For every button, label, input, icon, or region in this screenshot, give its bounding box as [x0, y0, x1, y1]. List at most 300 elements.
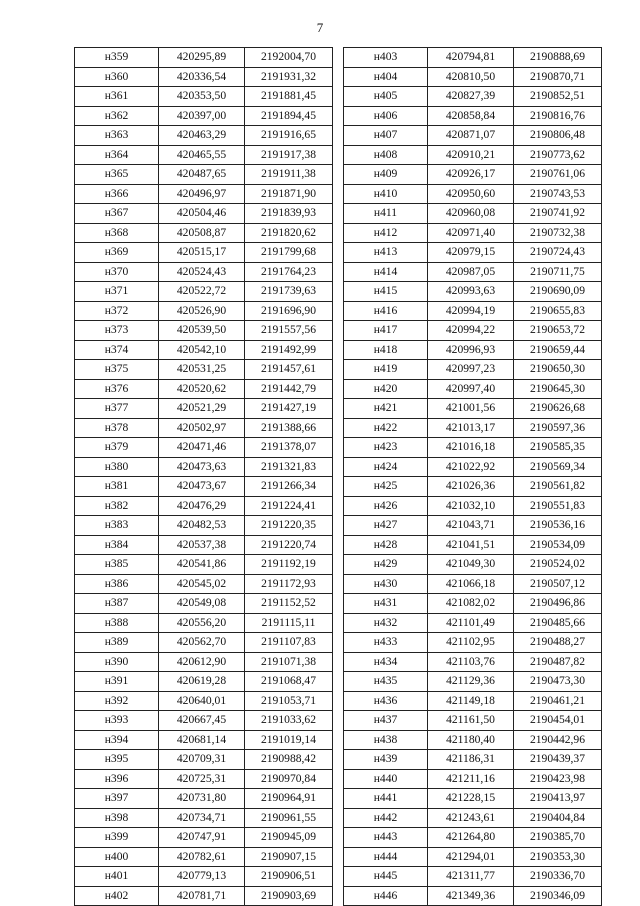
x-coordinate-cell: 420471,46	[159, 438, 245, 458]
x-coordinate-cell: 420397,00	[159, 106, 245, 126]
point-id-cell: н423	[344, 438, 428, 458]
x-coordinate-cell: 420709,31	[159, 750, 245, 770]
x-coordinate-cell: 420531,25	[159, 360, 245, 380]
coordinates-table-left	[74, 47, 333, 906]
point-id-cell: н401	[75, 867, 159, 887]
y-coordinate-cell: 2190488,27	[514, 633, 602, 653]
x-coordinate-cell: 421349,36	[428, 886, 514, 906]
table-row	[75, 613, 333, 633]
table-row	[344, 204, 602, 224]
table-row	[75, 106, 333, 126]
y-coordinate-cell: 2190413,97	[514, 789, 602, 809]
x-coordinate-cell: 421043,71	[428, 516, 514, 536]
table-row	[344, 867, 602, 887]
y-coordinate-cell: 2190551,83	[514, 496, 602, 516]
point-id-cell: н433	[344, 633, 428, 653]
point-id-cell: н444	[344, 847, 428, 867]
table-row	[344, 243, 602, 263]
point-id-cell: н371	[75, 282, 159, 302]
table-row	[75, 165, 333, 185]
point-id-cell: н442	[344, 808, 428, 828]
table-row	[75, 126, 333, 146]
table-row	[75, 652, 333, 672]
y-coordinate-cell: 2191220,35	[245, 516, 333, 536]
y-coordinate-cell: 2190487,82	[514, 652, 602, 672]
y-coordinate-cell: 2191739,63	[245, 282, 333, 302]
table-row	[75, 769, 333, 789]
table-row	[75, 808, 333, 828]
table-row	[344, 477, 602, 497]
y-coordinate-cell: 2191931,32	[245, 67, 333, 87]
table-row	[344, 457, 602, 477]
x-coordinate-cell: 420950,60	[428, 184, 514, 204]
x-coordinate-cell: 420522,72	[159, 282, 245, 302]
point-id-cell: н392	[75, 691, 159, 711]
point-id-cell: н414	[344, 262, 428, 282]
point-id-cell: н434	[344, 652, 428, 672]
point-id-cell: н386	[75, 574, 159, 594]
x-coordinate-cell: 420827,39	[428, 87, 514, 107]
table-row	[344, 496, 602, 516]
y-coordinate-cell: 2190988,42	[245, 750, 333, 770]
x-coordinate-cell: 421013,17	[428, 418, 514, 438]
y-coordinate-cell: 2191492,99	[245, 340, 333, 360]
y-coordinate-cell: 2190659,44	[514, 340, 602, 360]
x-coordinate-cell: 421180,40	[428, 730, 514, 750]
y-coordinate-cell: 2190816,76	[514, 106, 602, 126]
x-coordinate-cell: 420353,50	[159, 87, 245, 107]
table-row	[344, 87, 602, 107]
point-id-cell: н435	[344, 672, 428, 692]
table-row	[344, 672, 602, 692]
y-coordinate-cell: 2191172,93	[245, 574, 333, 594]
x-coordinate-cell: 420524,43	[159, 262, 245, 282]
x-coordinate-cell: 420926,17	[428, 165, 514, 185]
y-coordinate-cell: 2191053,71	[245, 691, 333, 711]
x-coordinate-cell: 420542,10	[159, 340, 245, 360]
table-row	[75, 535, 333, 555]
x-coordinate-cell: 421103,76	[428, 652, 514, 672]
table-row	[344, 828, 602, 848]
y-coordinate-cell: 2190773,62	[514, 145, 602, 165]
y-coordinate-cell: 2192004,70	[245, 48, 333, 68]
point-id-cell: н426	[344, 496, 428, 516]
x-coordinate-cell: 420782,61	[159, 847, 245, 867]
point-id-cell: н405	[344, 87, 428, 107]
table-row	[344, 438, 602, 458]
y-coordinate-cell: 2191917,38	[245, 145, 333, 165]
table-row	[344, 750, 602, 770]
table-row	[75, 204, 333, 224]
table-row	[75, 282, 333, 302]
point-id-cell: н379	[75, 438, 159, 458]
y-coordinate-cell: 2190507,12	[514, 574, 602, 594]
x-coordinate-cell: 420562,70	[159, 633, 245, 653]
x-coordinate-cell: 420725,31	[159, 769, 245, 789]
point-id-cell: н409	[344, 165, 428, 185]
point-id-cell: н436	[344, 691, 428, 711]
x-coordinate-cell: 420508,87	[159, 223, 245, 243]
table-row	[344, 886, 602, 906]
y-coordinate-cell: 2191871,90	[245, 184, 333, 204]
point-id-cell: н420	[344, 379, 428, 399]
y-coordinate-cell: 2191220,74	[245, 535, 333, 555]
table-row	[75, 87, 333, 107]
point-id-cell: н390	[75, 652, 159, 672]
table-row	[344, 633, 602, 653]
y-coordinate-cell: 2191107,83	[245, 633, 333, 653]
y-coordinate-cell: 2190496,86	[514, 594, 602, 614]
point-id-cell: н416	[344, 301, 428, 321]
y-coordinate-cell: 2191019,14	[245, 730, 333, 750]
x-coordinate-cell: 420794,81	[428, 48, 514, 68]
x-coordinate-cell: 420997,40	[428, 379, 514, 399]
point-id-cell: н415	[344, 282, 428, 302]
y-coordinate-cell: 2190653,72	[514, 321, 602, 341]
point-id-cell: н369	[75, 243, 159, 263]
point-id-cell: н360	[75, 67, 159, 87]
x-coordinate-cell: 420871,07	[428, 126, 514, 146]
x-coordinate-cell: 420520,62	[159, 379, 245, 399]
table-row	[75, 633, 333, 653]
table-row	[75, 184, 333, 204]
y-coordinate-cell: 2191881,45	[245, 87, 333, 107]
x-coordinate-cell: 421016,18	[428, 438, 514, 458]
point-id-cell: н380	[75, 457, 159, 477]
x-coordinate-cell: 420996,93	[428, 340, 514, 360]
y-coordinate-cell: 2190761,06	[514, 165, 602, 185]
point-id-cell: н364	[75, 145, 159, 165]
point-id-cell: н372	[75, 301, 159, 321]
x-coordinate-cell: 420476,29	[159, 496, 245, 516]
y-coordinate-cell: 2190961,55	[245, 808, 333, 828]
point-id-cell: н363	[75, 126, 159, 146]
y-coordinate-cell: 2191916,65	[245, 126, 333, 146]
y-coordinate-cell: 2190888,69	[514, 48, 602, 68]
point-id-cell: н411	[344, 204, 428, 224]
point-id-cell: н430	[344, 574, 428, 594]
x-coordinate-cell: 420336,54	[159, 67, 245, 87]
table-row	[344, 301, 602, 321]
table-row	[75, 886, 333, 906]
y-coordinate-cell: 2190906,51	[245, 867, 333, 887]
point-id-cell: н385	[75, 555, 159, 575]
point-id-cell: н367	[75, 204, 159, 224]
y-coordinate-cell: 2190711,75	[514, 262, 602, 282]
x-coordinate-cell: 421001,56	[428, 399, 514, 419]
table-row	[344, 106, 602, 126]
table-row	[75, 672, 333, 692]
y-coordinate-cell: 2191266,34	[245, 477, 333, 497]
table-row	[344, 789, 602, 809]
table-row	[344, 574, 602, 594]
y-coordinate-cell: 2190485,66	[514, 613, 602, 633]
y-coordinate-cell: 2190743,53	[514, 184, 602, 204]
x-coordinate-cell: 420994,19	[428, 301, 514, 321]
point-id-cell: н443	[344, 828, 428, 848]
point-id-cell: н438	[344, 730, 428, 750]
x-coordinate-cell: 420473,63	[159, 457, 245, 477]
point-id-cell: н359	[75, 48, 159, 68]
x-coordinate-cell: 420545,02	[159, 574, 245, 594]
point-id-cell: н376	[75, 379, 159, 399]
y-coordinate-cell: 2190650,30	[514, 360, 602, 380]
point-id-cell: н404	[344, 67, 428, 87]
point-id-cell: н373	[75, 321, 159, 341]
x-coordinate-cell: 421101,49	[428, 613, 514, 633]
point-id-cell: н408	[344, 145, 428, 165]
point-id-cell: н413	[344, 243, 428, 263]
table-row	[75, 457, 333, 477]
y-coordinate-cell: 2191068,47	[245, 672, 333, 692]
x-coordinate-cell: 421129,36	[428, 672, 514, 692]
y-coordinate-cell: 2190597,36	[514, 418, 602, 438]
point-id-cell: н382	[75, 496, 159, 516]
y-coordinate-cell: 2190645,30	[514, 379, 602, 399]
point-id-cell: н395	[75, 750, 159, 770]
x-coordinate-cell: 421102,95	[428, 633, 514, 653]
y-coordinate-cell: 2190473,30	[514, 672, 602, 692]
table-row	[344, 399, 602, 419]
x-coordinate-cell: 420526,90	[159, 301, 245, 321]
y-coordinate-cell: 2190442,96	[514, 730, 602, 750]
table-row	[75, 360, 333, 380]
coordinates-table-right-body	[344, 48, 602, 906]
table-row	[75, 496, 333, 516]
table-row	[344, 262, 602, 282]
point-id-cell: н445	[344, 867, 428, 887]
coordinates-table-left-body	[75, 48, 333, 906]
table-row	[75, 399, 333, 419]
table-row	[75, 418, 333, 438]
y-coordinate-cell: 2190907,15	[245, 847, 333, 867]
table-row	[344, 282, 602, 302]
point-id-cell: н365	[75, 165, 159, 185]
point-id-cell: н378	[75, 418, 159, 438]
y-coordinate-cell: 2191115,11	[245, 613, 333, 633]
y-coordinate-cell: 2191839,93	[245, 204, 333, 224]
table-row	[75, 789, 333, 809]
y-coordinate-cell: 2190336,70	[514, 867, 602, 887]
x-coordinate-cell: 420496,97	[159, 184, 245, 204]
point-id-cell: н398	[75, 808, 159, 828]
x-coordinate-cell: 420987,05	[428, 262, 514, 282]
table-row	[344, 711, 602, 731]
table-row	[75, 555, 333, 575]
table-row	[75, 477, 333, 497]
point-id-cell: н424	[344, 457, 428, 477]
table-row	[75, 750, 333, 770]
y-coordinate-cell: 2190852,51	[514, 87, 602, 107]
table-row	[344, 769, 602, 789]
y-coordinate-cell: 2190404,84	[514, 808, 602, 828]
x-coordinate-cell: 420910,21	[428, 145, 514, 165]
x-coordinate-cell: 420993,63	[428, 282, 514, 302]
y-coordinate-cell: 2191457,61	[245, 360, 333, 380]
y-coordinate-cell: 2191321,83	[245, 457, 333, 477]
x-coordinate-cell: 420549,08	[159, 594, 245, 614]
x-coordinate-cell: 420810,50	[428, 67, 514, 87]
y-coordinate-cell: 2190970,84	[245, 769, 333, 789]
y-coordinate-cell: 2190903,69	[245, 886, 333, 906]
x-coordinate-cell: 421228,15	[428, 789, 514, 809]
table-row	[75, 730, 333, 750]
y-coordinate-cell: 2191152,52	[245, 594, 333, 614]
table-row	[75, 711, 333, 731]
y-coordinate-cell: 2191071,38	[245, 652, 333, 672]
table-row	[344, 165, 602, 185]
table-row	[344, 223, 602, 243]
table-row	[344, 516, 602, 536]
y-coordinate-cell: 2190439,37	[514, 750, 602, 770]
y-coordinate-cell: 2191388,66	[245, 418, 333, 438]
x-coordinate-cell: 420858,84	[428, 106, 514, 126]
y-coordinate-cell: 2190385,70	[514, 828, 602, 848]
point-id-cell: н383	[75, 516, 159, 536]
x-coordinate-cell: 420537,38	[159, 535, 245, 555]
x-coordinate-cell: 420521,29	[159, 399, 245, 419]
point-id-cell: н410	[344, 184, 428, 204]
y-coordinate-cell: 2190806,48	[514, 126, 602, 146]
x-coordinate-cell: 420681,14	[159, 730, 245, 750]
y-coordinate-cell: 2190353,30	[514, 847, 602, 867]
x-coordinate-cell: 421243,61	[428, 808, 514, 828]
y-coordinate-cell: 2190945,09	[245, 828, 333, 848]
x-coordinate-cell: 420979,15	[428, 243, 514, 263]
x-coordinate-cell: 420612,90	[159, 652, 245, 672]
point-id-cell: н446	[344, 886, 428, 906]
x-coordinate-cell: 420556,20	[159, 613, 245, 633]
x-coordinate-cell: 421311,77	[428, 867, 514, 887]
y-coordinate-cell: 2190346,09	[514, 886, 602, 906]
x-coordinate-cell: 421186,31	[428, 750, 514, 770]
point-id-cell: н407	[344, 126, 428, 146]
table-row	[75, 594, 333, 614]
point-id-cell: н439	[344, 750, 428, 770]
y-coordinate-cell: 2190534,09	[514, 535, 602, 555]
y-coordinate-cell: 2191224,41	[245, 496, 333, 516]
point-id-cell: н427	[344, 516, 428, 536]
table-row	[75, 516, 333, 536]
table-row	[75, 321, 333, 341]
table-row	[344, 730, 602, 750]
y-coordinate-cell: 2190626,68	[514, 399, 602, 419]
y-coordinate-cell: 2191033,62	[245, 711, 333, 731]
table-row	[75, 67, 333, 87]
x-coordinate-cell: 420619,28	[159, 672, 245, 692]
y-coordinate-cell: 2191696,90	[245, 301, 333, 321]
y-coordinate-cell: 2191799,68	[245, 243, 333, 263]
point-id-cell: н406	[344, 106, 428, 126]
table-row	[75, 145, 333, 165]
y-coordinate-cell: 2190561,82	[514, 477, 602, 497]
x-coordinate-cell: 420747,91	[159, 828, 245, 848]
table-row	[344, 126, 602, 146]
y-coordinate-cell: 2191442,79	[245, 379, 333, 399]
table-row	[344, 145, 602, 165]
table-row	[344, 184, 602, 204]
x-coordinate-cell: 421022,92	[428, 457, 514, 477]
table-row	[344, 691, 602, 711]
y-coordinate-cell: 2191378,07	[245, 438, 333, 458]
point-id-cell: н393	[75, 711, 159, 731]
table-row	[344, 321, 602, 341]
y-coordinate-cell: 2190690,09	[514, 282, 602, 302]
x-coordinate-cell: 420994,22	[428, 321, 514, 341]
x-coordinate-cell: 420960,08	[428, 204, 514, 224]
point-id-cell: н366	[75, 184, 159, 204]
point-id-cell: н440	[344, 769, 428, 789]
table-row	[75, 867, 333, 887]
y-coordinate-cell: 2190732,38	[514, 223, 602, 243]
point-id-cell: н437	[344, 711, 428, 731]
x-coordinate-cell: 420997,23	[428, 360, 514, 380]
table-row	[75, 223, 333, 243]
table-row	[344, 379, 602, 399]
point-id-cell: н400	[75, 847, 159, 867]
coordinates-table-right	[343, 47, 602, 906]
x-coordinate-cell: 420734,71	[159, 808, 245, 828]
y-coordinate-cell: 2191192,19	[245, 555, 333, 575]
y-coordinate-cell: 2190964,91	[245, 789, 333, 809]
table-row	[75, 340, 333, 360]
point-id-cell: н377	[75, 399, 159, 419]
point-id-cell: н419	[344, 360, 428, 380]
x-coordinate-cell: 421026,36	[428, 477, 514, 497]
x-coordinate-cell: 420465,55	[159, 145, 245, 165]
point-id-cell: н381	[75, 477, 159, 497]
table-row	[344, 418, 602, 438]
x-coordinate-cell: 420779,13	[159, 867, 245, 887]
y-coordinate-cell: 2190655,83	[514, 301, 602, 321]
x-coordinate-cell: 420504,46	[159, 204, 245, 224]
x-coordinate-cell: 420731,80	[159, 789, 245, 809]
point-id-cell: н432	[344, 613, 428, 633]
x-coordinate-cell: 421211,16	[428, 769, 514, 789]
y-coordinate-cell: 2190461,21	[514, 691, 602, 711]
point-id-cell: н391	[75, 672, 159, 692]
table-row	[344, 535, 602, 555]
point-id-cell: н428	[344, 535, 428, 555]
x-coordinate-cell: 421032,10	[428, 496, 514, 516]
y-coordinate-cell: 2190870,71	[514, 67, 602, 87]
table-row	[75, 243, 333, 263]
x-coordinate-cell: 421161,50	[428, 711, 514, 731]
table-row	[75, 847, 333, 867]
point-id-cell: н399	[75, 828, 159, 848]
table-row	[75, 301, 333, 321]
table-row	[344, 67, 602, 87]
x-coordinate-cell: 420781,71	[159, 886, 245, 906]
point-id-cell: н403	[344, 48, 428, 68]
x-coordinate-cell: 421294,01	[428, 847, 514, 867]
y-coordinate-cell: 2191894,45	[245, 106, 333, 126]
x-coordinate-cell: 421041,51	[428, 535, 514, 555]
table-row	[344, 808, 602, 828]
point-id-cell: н362	[75, 106, 159, 126]
x-coordinate-cell: 420295,89	[159, 48, 245, 68]
table-row	[344, 555, 602, 575]
point-id-cell: н397	[75, 789, 159, 809]
table-row	[75, 262, 333, 282]
point-id-cell: н384	[75, 535, 159, 555]
y-coordinate-cell: 2191557,56	[245, 321, 333, 341]
x-coordinate-cell: 420487,65	[159, 165, 245, 185]
x-coordinate-cell: 420971,40	[428, 223, 514, 243]
point-id-cell: н387	[75, 594, 159, 614]
y-coordinate-cell: 2191911,38	[245, 165, 333, 185]
table-row	[75, 438, 333, 458]
